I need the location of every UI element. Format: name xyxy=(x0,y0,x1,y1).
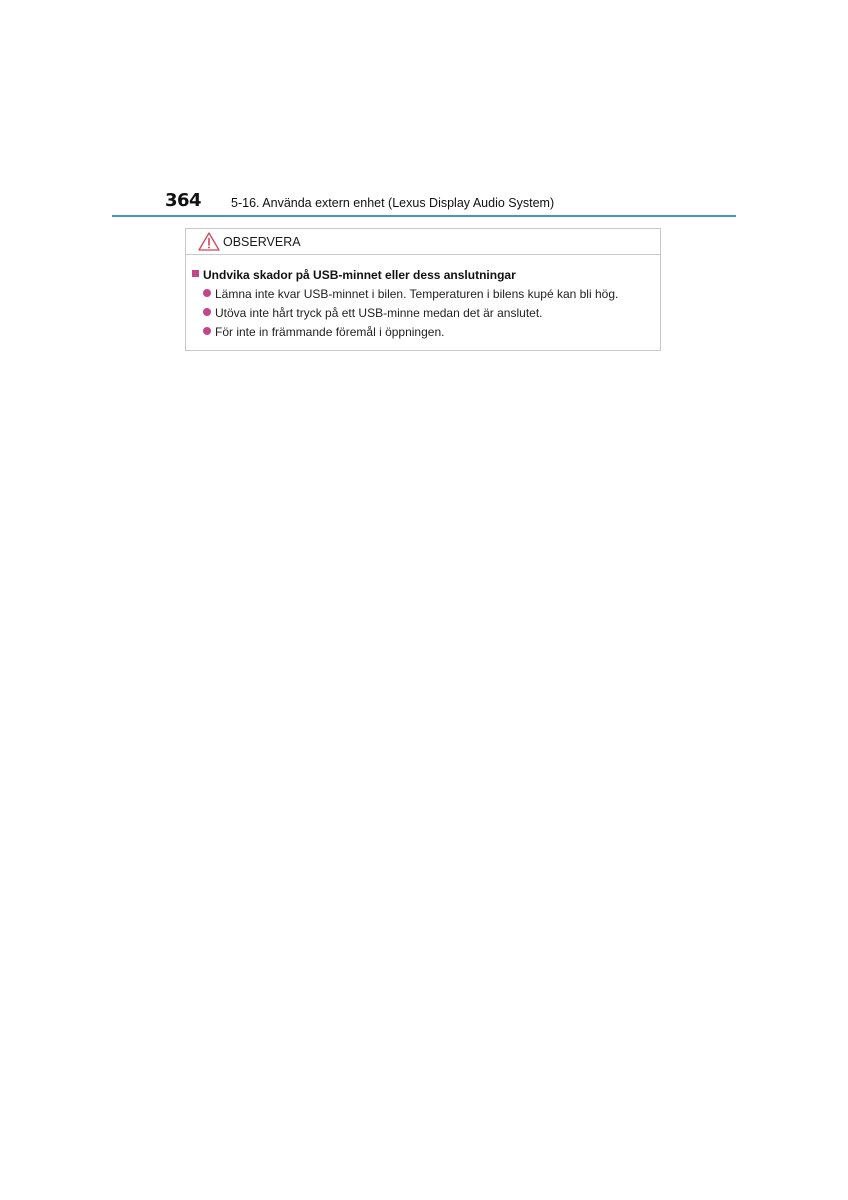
section-title: 5-16. Använda extern enhet (Lexus Display Audio System) xyxy=(231,196,555,210)
list-item xyxy=(203,304,618,323)
caution-header xyxy=(186,229,660,255)
square-bullet-icon xyxy=(192,270,199,277)
page-number: 364 xyxy=(165,190,202,211)
list-item-text: Lämna inte kvar USB-minnet i bilen. Temperaturen i bilens kupé kan bli hög. xyxy=(215,286,619,301)
round-bullet-icon xyxy=(203,289,211,297)
caution-label: OBSERVERA xyxy=(223,235,301,249)
header-divider xyxy=(112,215,736,217)
caution-list xyxy=(203,285,618,342)
page-header xyxy=(0,0,848,220)
list-item-text: Utöva inte hårt tryck på ett USB-minne medan det är anslutet. xyxy=(215,305,543,320)
warning-triangle-icon xyxy=(198,232,220,251)
list-item-text: För inte in främmande föremål i öppningen. xyxy=(215,324,445,339)
caution-topic-text: Undvika skador på USB-minnet eller dess anslutningar xyxy=(203,267,516,282)
list-item xyxy=(203,285,618,304)
round-bullet-icon xyxy=(203,308,211,316)
list-item xyxy=(203,323,618,342)
caution-box xyxy=(185,228,661,351)
round-bullet-icon xyxy=(203,327,211,335)
caution-topic xyxy=(192,266,516,284)
